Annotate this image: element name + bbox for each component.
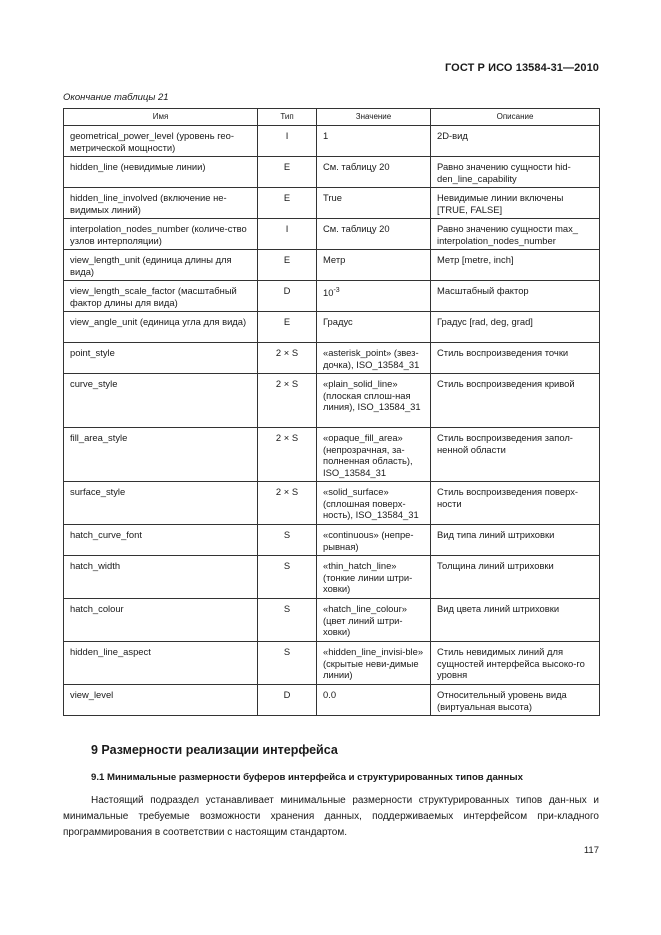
cell-value-text: См. таблицу 20 xyxy=(323,223,390,234)
cell-value xyxy=(317,281,431,312)
cell-description-text: Стиль воспроизведения запол-ненной области xyxy=(437,432,573,455)
cell-name xyxy=(64,374,258,428)
cell-value xyxy=(317,250,431,281)
cell-name xyxy=(64,482,258,525)
cell-name xyxy=(64,556,258,599)
cell-value xyxy=(317,343,431,374)
table-row xyxy=(64,281,600,312)
cell-name-text: hidden_line_aspect xyxy=(70,646,151,657)
cell-name-text: hidden_line_involved (включение не-видимых линий) xyxy=(70,192,227,215)
cell-description-text: Метр [metre, inch] xyxy=(437,254,514,265)
cell-name xyxy=(64,525,258,556)
cell-value-text: 0.0 xyxy=(323,689,337,700)
cell-value xyxy=(317,312,431,343)
cell-description-text: Равно значению сущности hid-den_line_capability xyxy=(437,161,571,184)
cell-value-text: True xyxy=(323,192,342,203)
cell-description xyxy=(431,250,600,281)
cell-description xyxy=(431,556,600,599)
cell-type xyxy=(258,312,317,343)
document-code: ГОСТ Р ИСО 13584-31—2010 xyxy=(444,62,599,74)
cell-value-text: «thin_hatch_line» (тонкие линии штри-ховки) xyxy=(323,560,413,594)
table-row xyxy=(64,343,600,374)
cell-name xyxy=(64,343,258,374)
cell-description-text: 2D-вид xyxy=(437,130,468,141)
cell-type-text: D xyxy=(283,689,291,700)
cell-type-text: 2 × S xyxy=(275,378,299,389)
cell-description-text: Толщина линий штриховки xyxy=(437,560,554,571)
cell-name xyxy=(64,250,258,281)
cell-type xyxy=(258,374,317,428)
table-row xyxy=(64,482,600,525)
cell-name-text: interpolation_nodes_number (количе-ство узлов интерполяции) xyxy=(70,223,247,246)
cell-type-text: 2 × S xyxy=(275,347,299,358)
cell-description xyxy=(431,685,600,716)
table-row xyxy=(64,428,600,482)
header-description: Описание xyxy=(431,109,600,126)
header-name: Имя xyxy=(64,109,258,126)
cell-description-text: Стиль воспроизведения точки xyxy=(437,347,569,358)
cell-name-text: hidden_line (невидимые линии) xyxy=(70,161,206,172)
cell-type-text: S xyxy=(283,603,291,614)
cell-type xyxy=(258,343,317,374)
cell-value-text: «plain_solid_line» (плоская сплош-ная линия), ISO_13584_31 xyxy=(323,378,421,412)
cell-description-text: Стиль невидимых линий для сущностей интерфейса высоко-го уровня xyxy=(437,646,585,680)
cell-type-text: E xyxy=(283,161,291,172)
cell-description xyxy=(431,374,600,428)
cell-description-text: Равно значению сущности max_ interpolation_nodes_number xyxy=(437,223,578,246)
cell-name-text: hatch_width xyxy=(70,560,121,571)
cell-description xyxy=(431,188,600,219)
cell-type xyxy=(258,556,317,599)
cell-description-text: Относительный уровень вида (виртуальная высота) xyxy=(437,689,567,712)
header-value: Значение xyxy=(317,109,431,126)
cell-description xyxy=(431,482,600,525)
cell-value xyxy=(317,482,431,525)
cell-type xyxy=(258,685,317,716)
section-heading: 9 Размерности реализации интерфейса xyxy=(91,743,338,757)
table-row xyxy=(64,642,600,685)
cell-name-text: view_length_scale_factor (масштабный фактор длины для вида) xyxy=(70,285,237,308)
cell-value xyxy=(317,428,431,482)
cell-description xyxy=(431,281,600,312)
cell-type xyxy=(258,281,317,312)
table-header-row xyxy=(64,109,600,126)
cell-value-text: 1 xyxy=(323,130,329,141)
cell-value xyxy=(317,642,431,685)
cell-name-text: surface_style xyxy=(70,486,126,497)
cell-value xyxy=(317,525,431,556)
cell-description xyxy=(431,343,600,374)
cell-name xyxy=(64,642,258,685)
cell-value-text: Градус xyxy=(323,316,353,327)
body-paragraph: Настоящий подраздел устанавливает минимальные размерности структурированных типов дан-ных и минимальные требуемые возможности хранения данных, поддерживаемых интерфейсом при-кладного программирования в соответствии с настоящим стандартом. xyxy=(63,795,599,838)
cell-value xyxy=(317,219,431,250)
cell-name-text: fill_area_style xyxy=(70,432,128,443)
cell-type-text: E xyxy=(283,316,291,327)
table-row xyxy=(64,250,600,281)
cell-description xyxy=(431,428,600,482)
table-row xyxy=(64,157,600,188)
cell-type-text: E xyxy=(283,192,291,203)
cell-name xyxy=(64,126,258,157)
subsection-heading: 9.1 Минимальные размерности буферов интерфейса и структурированных типов данных xyxy=(91,772,523,783)
cell-name xyxy=(64,188,258,219)
cell-value-text: «hidden_line_invisi-ble» (скрытые неви-димые линии) xyxy=(323,646,424,680)
cell-name xyxy=(64,157,258,188)
cell-type-text: S xyxy=(283,646,291,657)
cell-type xyxy=(258,157,317,188)
cell-value-text: «hatch_line_colour» (цвет линий штри-ховки) xyxy=(323,603,407,637)
cell-description-text: Вид типа линий штриховки xyxy=(437,529,555,540)
cell-type-text: 2 × S xyxy=(275,432,299,443)
page-number: 117 xyxy=(583,845,599,856)
cell-name-text: view_angle_unit (единица угла для вида) xyxy=(70,316,247,327)
cell-value-text: 10 xyxy=(323,287,334,299)
cell-value-text: «opaque_fill_area» (непрозрачная, за-полненная область), ISO_13584_31 xyxy=(323,432,413,478)
cell-type xyxy=(258,642,317,685)
cell-type-text: D xyxy=(283,285,291,296)
cell-type xyxy=(258,126,317,157)
cell-name xyxy=(64,599,258,642)
cell-value xyxy=(317,374,431,428)
table-row xyxy=(64,126,600,157)
cell-description xyxy=(431,599,600,642)
cell-value-text: См. таблицу 20 xyxy=(323,161,390,172)
cell-name xyxy=(64,428,258,482)
cell-name-text: view_length_unit (единица длины для вида) xyxy=(70,254,232,277)
cell-type-text: 2 × S xyxy=(275,486,299,497)
table-row xyxy=(64,685,600,716)
cell-type xyxy=(258,250,317,281)
cell-description-text: Невидимые линии включены [TRUE, FALSE] xyxy=(437,192,564,215)
cell-type xyxy=(258,219,317,250)
table-row xyxy=(64,219,600,250)
cell-value xyxy=(317,599,431,642)
cell-type xyxy=(258,482,317,525)
cell-description-text: Масштабный фактор xyxy=(437,285,529,296)
cell-type-text: S xyxy=(283,560,291,571)
cell-type xyxy=(258,525,317,556)
cell-value xyxy=(317,685,431,716)
table-row xyxy=(64,312,600,343)
cell-name xyxy=(64,281,258,312)
cell-type xyxy=(258,599,317,642)
cell-name-text: hatch_colour xyxy=(70,603,124,614)
cell-value-text: «solid_surface» (сплошная поверх-ность), ISO_13584_31 xyxy=(323,486,419,520)
cell-value xyxy=(317,126,431,157)
cell-value xyxy=(317,157,431,188)
table-row xyxy=(64,556,600,599)
table-body xyxy=(64,126,600,716)
cell-description-text: Стиль воспроизведения поверх-ности xyxy=(437,486,579,509)
cell-name xyxy=(64,312,258,343)
table-caption: Окончание таблицы 21 xyxy=(63,92,169,103)
cell-type-text: S xyxy=(283,529,291,540)
header-type: Тип xyxy=(258,109,317,126)
cell-type xyxy=(258,428,317,482)
cell-description xyxy=(431,126,600,157)
table-row xyxy=(64,374,600,428)
cell-description xyxy=(431,642,600,685)
cell-type-text: I xyxy=(285,223,289,234)
cell-type-text: I xyxy=(285,130,289,141)
cell-description-text: Вид цвета линий штриховки xyxy=(437,603,560,614)
cell-description-text: Градус [rad, deg, grad] xyxy=(437,316,533,327)
cell-name-text: point_style xyxy=(70,347,115,358)
cell-type xyxy=(258,188,317,219)
cell-value xyxy=(317,188,431,219)
table-row xyxy=(64,188,600,219)
value-exponent: -3 xyxy=(333,287,340,294)
cell-name xyxy=(64,685,258,716)
cell-value-text: Метр xyxy=(323,254,346,265)
table-row xyxy=(64,525,600,556)
cell-description xyxy=(431,312,600,343)
cell-description-text: Стиль воспроизведения кривой xyxy=(437,378,575,389)
cell-name-text: geometrical_power_level (уровень гео-метрической мощности) xyxy=(70,130,234,153)
cell-type-text: E xyxy=(283,254,291,265)
cell-name-text: curve_style xyxy=(70,378,118,389)
cell-name-text: hatch_curve_font xyxy=(70,529,142,540)
cell-value xyxy=(317,556,431,599)
cell-description xyxy=(431,525,600,556)
cell-name-text: view_level xyxy=(70,689,114,700)
cell-description xyxy=(431,219,600,250)
table-row xyxy=(64,599,600,642)
cell-value-text: «asterisk_point» (звез-дочка), ISO_13584_31 xyxy=(323,347,420,370)
cell-value-text: «continuous» (непре-рывная) xyxy=(323,529,414,552)
cell-description xyxy=(431,157,600,188)
attributes-table xyxy=(63,108,600,716)
cell-name xyxy=(64,219,258,250)
